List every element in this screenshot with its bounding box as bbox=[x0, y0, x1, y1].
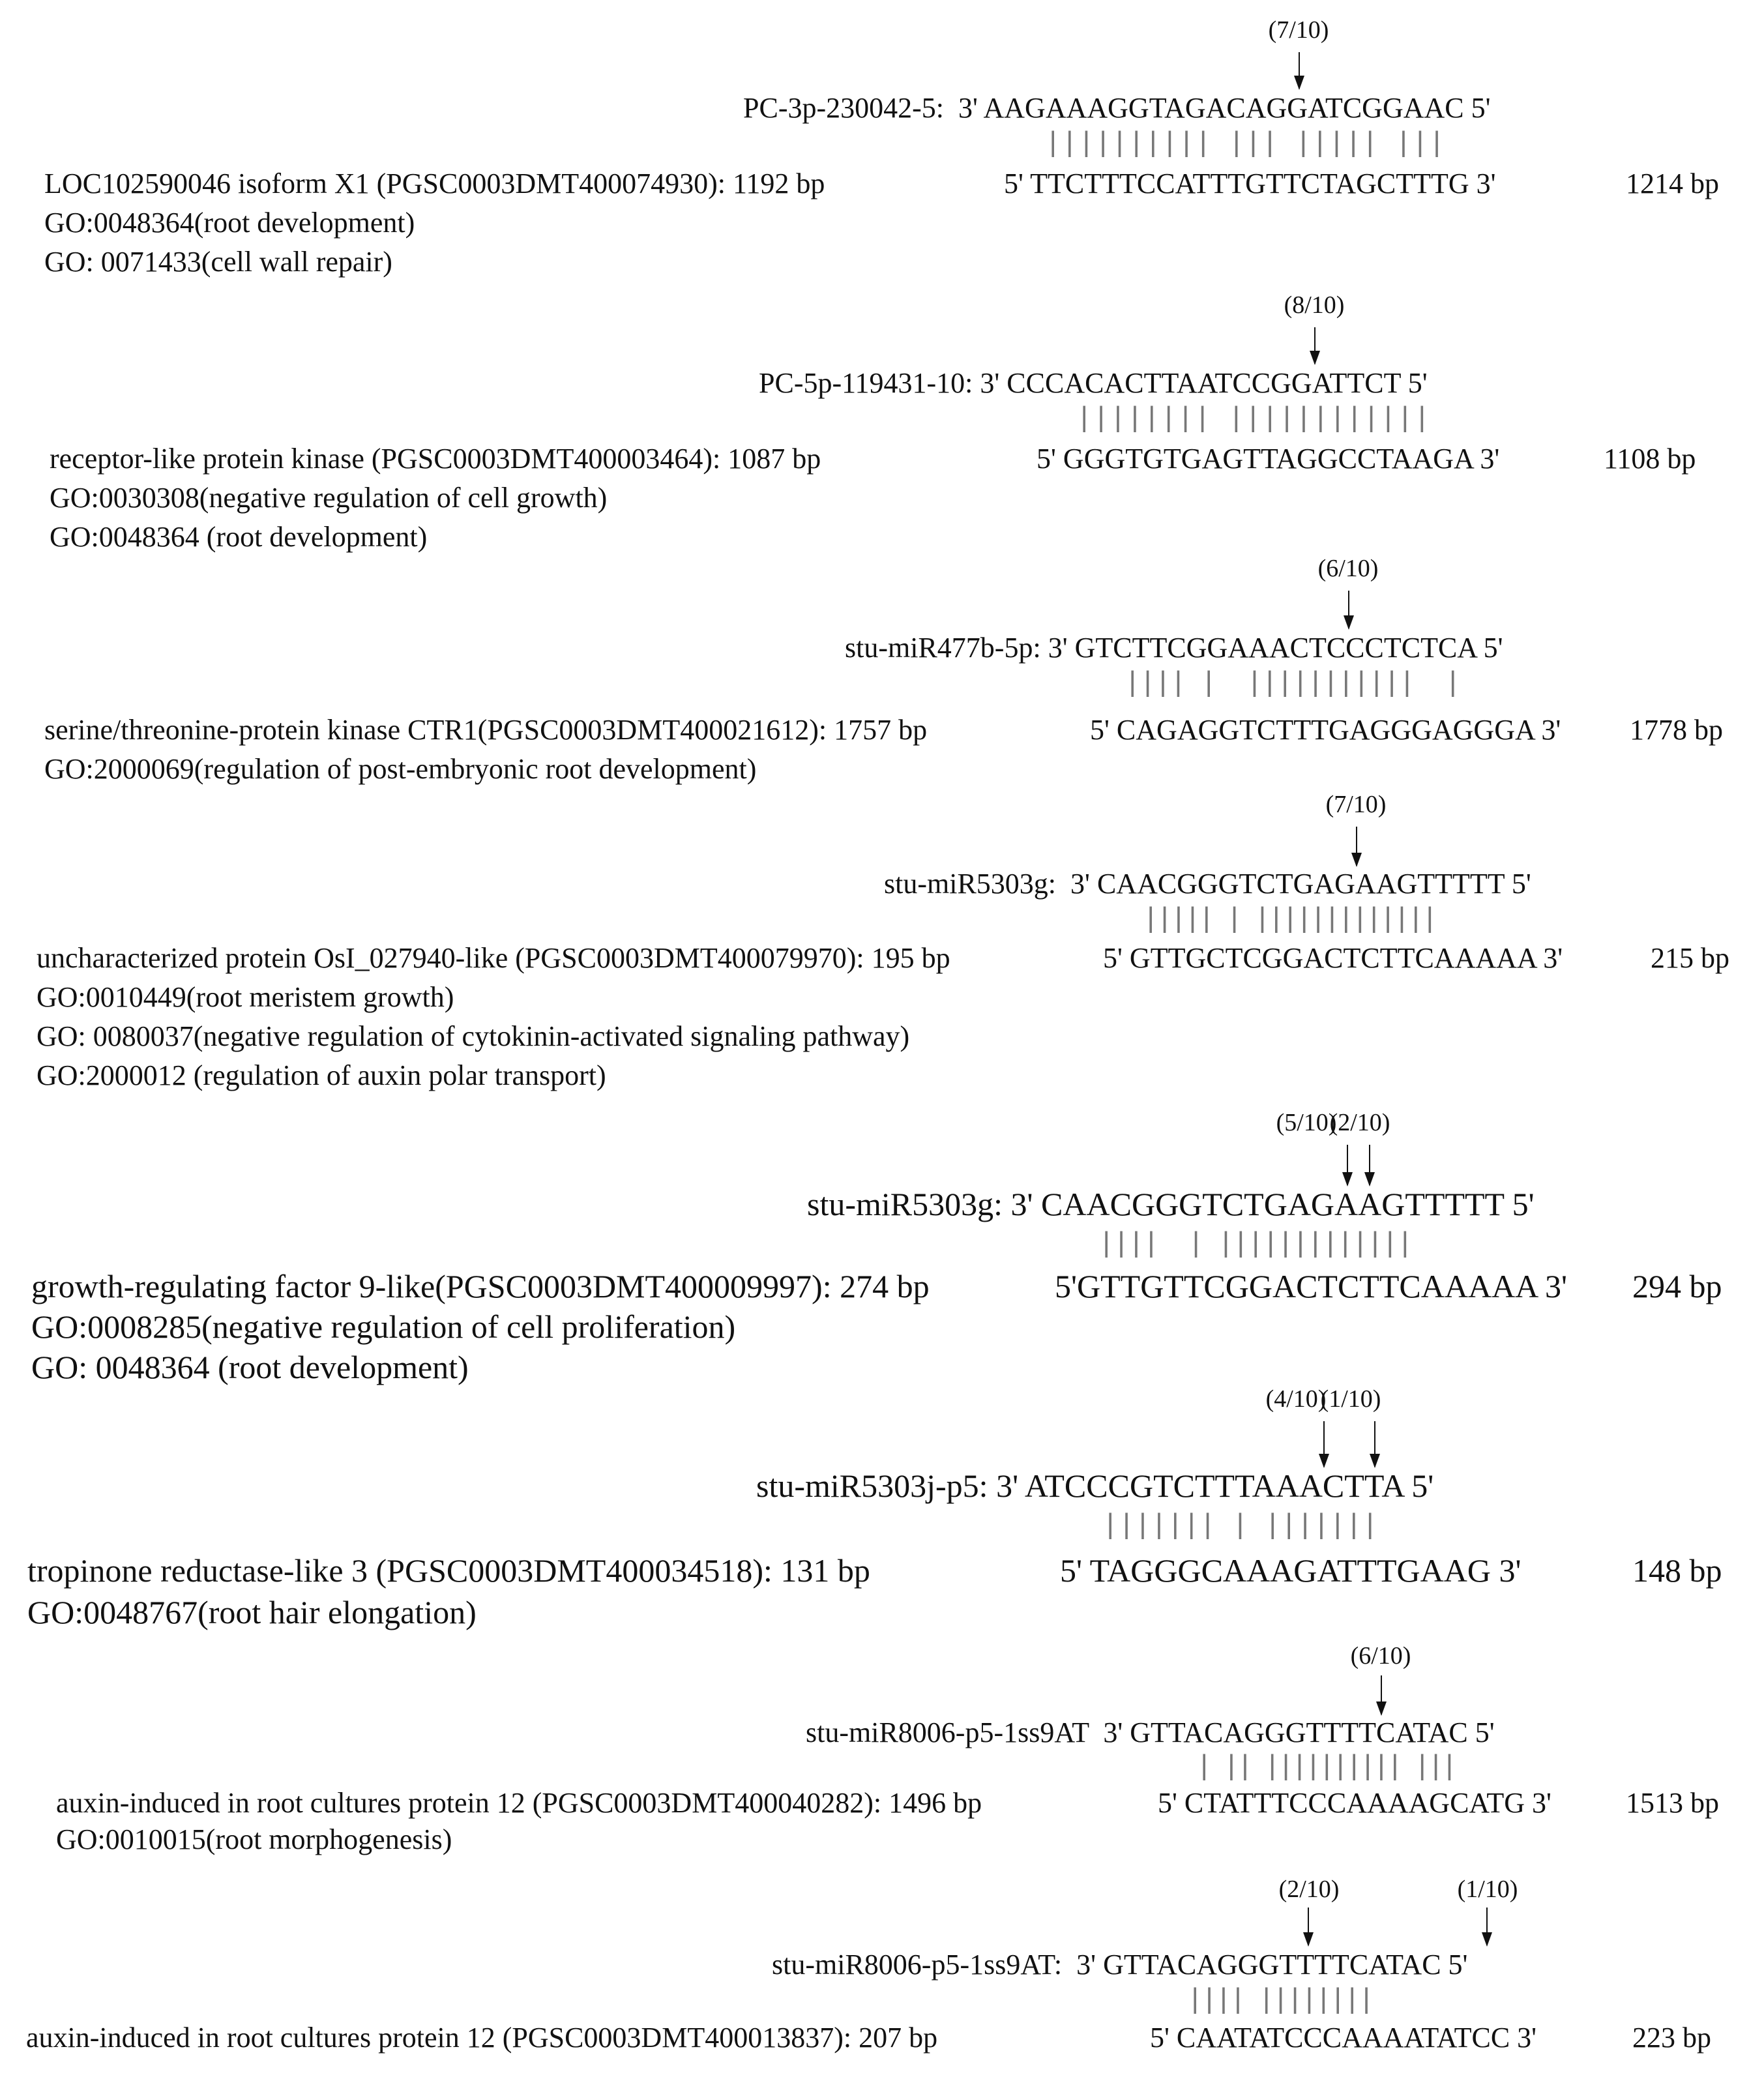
mirna-line bbox=[807, 1185, 1535, 1223]
target-sequence: 5' TAGGGCAAAGATTTGAAG 3' bbox=[1060, 1552, 1521, 1589]
cleavage-frequency-label: (6/10) bbox=[1317, 555, 1379, 582]
go-term: GO: 0080037(negative regulation of cytokinin-activated signaling pathway) bbox=[37, 1020, 910, 1052]
target-sequence: 5' CAATATCCCAAAATATCC 3' bbox=[1150, 2022, 1537, 2054]
go-term: GO:0010449(root meristem growth) bbox=[37, 981, 454, 1013]
target-label: auxin-induced in root cultures protein 12 (PGSC0003DMT400013837): 207 bp bbox=[26, 2022, 938, 2054]
cleavage-frequency-label: (2/10) bbox=[1278, 1876, 1340, 1903]
target-end-bp: 294 bp bbox=[1632, 1268, 1722, 1304]
cleavage-frequency-label: (8/10) bbox=[1284, 291, 1345, 319]
go-term: GO:0008285(negative regulation of cell proliferation) bbox=[31, 1308, 736, 1345]
go-term: GO:0048364 (root development) bbox=[50, 521, 428, 553]
target-sequence: 5' CAGAGGTCTTTGAGGGAGGGA 3' bbox=[1090, 714, 1561, 746]
mirna-line bbox=[759, 366, 1428, 400]
target-label: uncharacterized protein OsI_027940-like (PGSC0003DMT400079970): 195 bp bbox=[37, 942, 950, 974]
cleavage-arrow-icon bbox=[1381, 1675, 1382, 1715]
mirna-line bbox=[772, 1948, 1467, 1981]
target-sequence: 5'GTTGTTCGGACTCTTCAAAAA 3' bbox=[1055, 1268, 1568, 1304]
mirna-name: stu-miR5303j-p5: bbox=[756, 1467, 988, 1504]
mirna-sequence: 3' ATCCCGTCTTTAAACTTA 5' bbox=[996, 1467, 1434, 1504]
base-pairing-lines: |||| | ||||||||||||| bbox=[1098, 1228, 1411, 1261]
cleavage-arrow-icon bbox=[1348, 591, 1349, 628]
base-pairing-lines: |||||||||| ||| ||||| ||| bbox=[1044, 128, 1445, 160]
mirna-name: PC-3p-230042-5: bbox=[743, 92, 944, 124]
target-label: receptor-like protein kinase (PGSC0003DMT400003464): 1087 bp bbox=[50, 443, 821, 475]
mirna-sequence: 3' GTTACAGGGTTTTCATAC 5' bbox=[1103, 1716, 1495, 1748]
target-sequence: 5' GTTGCTCGGACTCTTCAAAAA 3' bbox=[1103, 942, 1563, 974]
go-term: GO: 0048364 (root development) bbox=[31, 1349, 469, 1385]
cleavage-frequency-label: (2/10) bbox=[1329, 1109, 1390, 1136]
mirna-name: stu-miR5303g: bbox=[807, 1186, 1003, 1222]
target-end-bp: 1108 bp bbox=[1604, 443, 1696, 475]
target-sequence: 5' GGGTGTGAGTTAGGCCTAAGA 3' bbox=[1036, 443, 1500, 475]
target-end-bp: 223 bp bbox=[1632, 2022, 1711, 2054]
target-sequence: 5' CTATTTCCCAAAAGCATG 3' bbox=[1158, 1787, 1551, 1819]
base-pairing-lines: |||||||| |||||||||||| bbox=[1076, 403, 1430, 435]
mirna-name: PC-5p-119431-10: bbox=[759, 367, 973, 399]
go-term: GO:0010015(root morphogenesis) bbox=[56, 1823, 452, 1855]
target-label: growth-regulating factor 9-like(PGSC0003DMT400009997): 274 bp bbox=[31, 1268, 930, 1304]
mirna-line bbox=[806, 1716, 1495, 1749]
cleavage-frequency-label: (7/10) bbox=[1325, 791, 1387, 818]
mirna-sequence: 3' CCCACACTTAATCCGGATTCT 5' bbox=[980, 367, 1428, 399]
mirna-sequence: 3' CAACGGGTCTGAGAAGTTTTT 5' bbox=[1010, 1186, 1535, 1222]
target-label: auxin-induced in root cultures protein 12 (PGSC0003DMT400040282): 1496 bp bbox=[56, 1787, 982, 1819]
mirna-line bbox=[845, 631, 1503, 664]
cleavage-frequency-label: (7/10) bbox=[1268, 16, 1329, 44]
base-pairing-lines: ||||| | ||||||||||||| bbox=[1142, 904, 1435, 936]
mirna-sequence: 3' GTCTTCGGAAACTCCCTCTCA 5' bbox=[1048, 632, 1503, 664]
cleavage-arrow-icon bbox=[1323, 1421, 1325, 1467]
cleavage-arrow-icon bbox=[1369, 1145, 1370, 1185]
target-end-bp: 1513 bp bbox=[1626, 1787, 1719, 1819]
cleavage-arrow-icon bbox=[1347, 1145, 1348, 1185]
mirna-name: stu-miR8006-p5-1ss9AT bbox=[806, 1716, 1089, 1748]
target-end-bp: 1778 bp bbox=[1630, 714, 1723, 746]
base-pairing-lines: | || |||||||||| ||| bbox=[1196, 1751, 1455, 1784]
cleavage-arrow-icon bbox=[1299, 52, 1300, 89]
cleavage-frequency-label: (6/10) bbox=[1350, 1642, 1411, 1670]
go-term: GO:0048364(root development) bbox=[44, 207, 415, 239]
target-sequence: 5' TTCTTTCCATTTGTTCTAGCTTTG 3' bbox=[1004, 168, 1496, 199]
target-end-bp: 215 bp bbox=[1651, 942, 1729, 974]
mirna-name: stu-miR477b-5p: bbox=[845, 632, 1041, 664]
mirna-sequence: 3' AAGAAAGGTAGACAGGATCGGAAC 5' bbox=[958, 92, 1491, 124]
go-term: GO:2000012 (regulation of auxin polar transport) bbox=[37, 1059, 606, 1091]
cleavage-arrow-icon bbox=[1308, 1908, 1309, 1945]
target-label: serine/threonine-protein kinase CTR1(PGSC0003DMT400021612): 1757 bp bbox=[44, 714, 928, 746]
mirna-line bbox=[756, 1467, 1433, 1505]
base-pairing-lines: ||||||| | ||||||| bbox=[1102, 1510, 1378, 1542]
cleavage-arrow-icon bbox=[1356, 827, 1357, 866]
target-label: tropinone reductase-like 3 (PGSC0003DMT400034518): 131 bp bbox=[27, 1552, 870, 1589]
target-label: LOC102590046 isoform X1 (PGSC0003DMT400074930): 1192 bp bbox=[44, 168, 825, 199]
mirna-name: stu-miR8006-p5-1ss9AT: bbox=[772, 1949, 1063, 1981]
target-end-bp: 148 bp bbox=[1632, 1552, 1722, 1589]
cleavage-frequency-label: (4/10) bbox=[1265, 1385, 1327, 1413]
cleavage-arrow-icon bbox=[1374, 1421, 1375, 1467]
base-pairing-lines: |||| |||||||| bbox=[1186, 1984, 1372, 2017]
go-term: GO:2000069(regulation of post-embryonic root development) bbox=[44, 753, 757, 785]
go-term: GO: 0071433(cell wall repair) bbox=[44, 246, 392, 278]
mirna-line bbox=[743, 91, 1491, 125]
cleavage-arrow-icon bbox=[1486, 1908, 1488, 1945]
mirna-name: stu-miR5303g: bbox=[884, 868, 1057, 900]
cleavage-frequency-label: (5/10) bbox=[1276, 1109, 1337, 1136]
cleavage-frequency-label: (1/10) bbox=[1320, 1385, 1381, 1413]
go-term: GO:0048767(root hair elongation) bbox=[27, 1594, 477, 1630]
go-term: GO:0030308(negative regulation of cell growth) bbox=[50, 482, 608, 514]
target-end-bp: 1214 bp bbox=[1626, 168, 1719, 199]
cleavage-arrow-icon bbox=[1314, 327, 1316, 364]
cleavage-frequency-label: (1/10) bbox=[1457, 1876, 1518, 1903]
mirna-sequence: 3' CAACGGGTCTGAGAAGTTTTT 5' bbox=[1070, 868, 1531, 900]
mirna-line bbox=[884, 867, 1531, 900]
mirna-sequence: 3' GTTACAGGGTTTTCATAC 5' bbox=[1076, 1949, 1468, 1981]
base-pairing-lines: |||| | ||||||||||| | bbox=[1124, 668, 1460, 700]
